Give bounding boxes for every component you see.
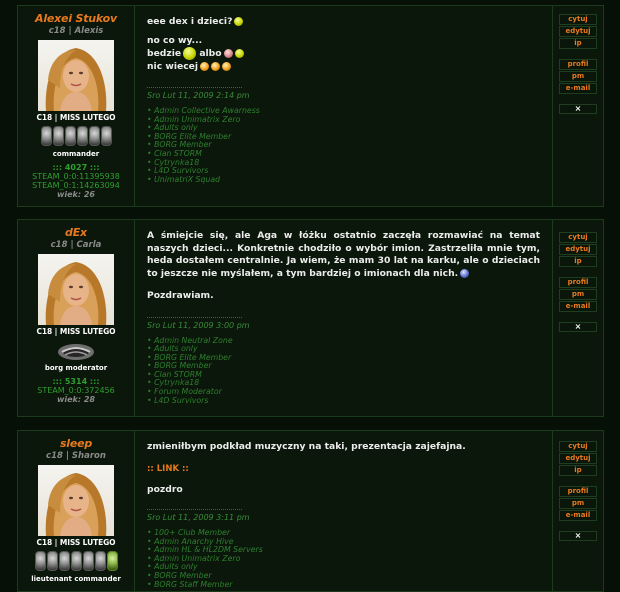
post-body	[135, 220, 552, 416]
smiley-wink-icon	[235, 49, 244, 58]
rank-pip-icon	[35, 551, 46, 571]
avatar	[38, 254, 114, 325]
group-item: • Clan STORM	[147, 371, 540, 380]
user-groups	[147, 529, 540, 589]
email-button[interactable]: e-mail	[559, 301, 597, 312]
steam-id: STEAM_0:1:14263094	[32, 181, 120, 190]
group-item: • Forum Moderator	[147, 388, 540, 397]
avatar-caption: C18 | MISS LUTEGO	[36, 113, 116, 122]
post-author-panel	[18, 220, 135, 416]
edit-button[interactable]: edytuj	[559, 453, 597, 464]
edit-button[interactable]: edytuj	[559, 26, 597, 37]
ip-button[interactable]: ip	[559, 38, 597, 49]
post-date: Sro Lut 11, 2009 3:00 pm	[147, 320, 250, 330]
post-2	[17, 219, 604, 417]
post-actions	[552, 6, 603, 206]
post-body	[135, 431, 552, 591]
group-item: • Admin HL & HL2DM Servers	[147, 546, 540, 555]
user-groups	[147, 107, 540, 184]
avatar-image-icon	[38, 465, 114, 536]
steam-id: STEAM_0:0:11395938	[32, 172, 120, 181]
pm-button[interactable]: pm	[559, 289, 597, 300]
group-item: • BORG Member	[147, 141, 540, 150]
pm-button[interactable]: pm	[559, 71, 597, 82]
post-sign-off: pozdro	[147, 483, 183, 495]
username-link[interactable]: sleep	[59, 437, 93, 450]
quote-button[interactable]: cytuj	[559, 441, 597, 452]
avatar-caption: C18 | MISS LUTEGO	[36, 538, 116, 547]
post-count: ::: 4027 :::	[52, 163, 100, 172]
post-date: Sro Lut 11, 2009 2:14 pm	[147, 91, 250, 100]
rank-pip-icon	[59, 551, 70, 571]
rank-pip-icon	[47, 551, 58, 571]
username-link[interactable]: Alexei Stukov	[35, 12, 117, 25]
rank-icons	[18, 551, 134, 573]
steam-id: STEAM_0:0:372456	[37, 386, 115, 395]
group-item: • L4D Survivors	[147, 167, 540, 176]
delete-icon[interactable]: ×	[559, 104, 597, 114]
group-item: • BORG Member	[147, 572, 540, 581]
signature-divider	[147, 509, 242, 510]
smiley-rolleyes-icon	[460, 269, 469, 278]
user-title: c18 | Alexis	[48, 26, 104, 36]
rank-name: borg moderator	[44, 364, 108, 372]
avatar-caption: C18 | MISS LUTEGO	[36, 327, 116, 336]
post-greeting: Pozdrawiam.	[147, 290, 214, 301]
rank-pip-icon	[101, 126, 112, 146]
group-item: • Admin Unimatrix Zero	[147, 116, 540, 125]
user-title: c18 | Carla	[50, 240, 102, 250]
smiley-kiss-icon	[224, 49, 233, 58]
user-groups	[147, 337, 540, 406]
quote-button[interactable]: cytuj	[559, 14, 597, 25]
profile-button[interactable]: profil	[559, 486, 597, 497]
group-item: • BORG Elite Member	[147, 354, 540, 363]
ip-button[interactable]: ip	[559, 465, 597, 476]
rank-pip-icon	[71, 551, 82, 571]
post-body	[135, 6, 552, 206]
group-item: • Clan STORM	[147, 150, 540, 159]
rank-pip-icon	[83, 551, 94, 571]
group-item: • 100+ Club Member	[147, 529, 540, 538]
email-button[interactable]: e-mail	[559, 83, 597, 94]
group-item: • Adults only	[147, 124, 540, 133]
avatar	[38, 40, 114, 111]
user-age: wiek: 28	[56, 395, 95, 404]
smiley-icon	[234, 17, 243, 26]
ip-button[interactable]: ip	[559, 256, 597, 267]
group-item: • Adults only	[147, 563, 540, 572]
post-date: Sro Lut 11, 2009 3:11 pm	[147, 513, 250, 522]
group-item: • Admin Neutral Zone	[147, 337, 540, 346]
post-author-panel	[18, 6, 135, 206]
group-item: • Cytrynka18	[147, 379, 540, 388]
post-actions	[552, 431, 603, 591]
quote-button[interactable]: cytuj	[559, 232, 597, 243]
group-item: • BORG Elite Member	[147, 133, 540, 142]
rank-pip-icon	[65, 126, 76, 146]
post-text: A śmiejcie się, ale Aga w łóżku ostatnio zaczęła rozmawiać na temat naszych dzieci... Konkretnie chodziło o wybór imion. Zastrzeliła mnie tym, heda dostałem centralnie. Ja wiem, że mam 30 lat na karku, ale o dzieciach to jeszcze nie myślałem, a tym bardziej o imionach dla nich.	[147, 230, 540, 279]
avatar	[38, 465, 114, 536]
thumbs-up-icon	[200, 62, 209, 71]
rank-name: lieutenant commander	[31, 575, 121, 583]
user-title: c18 | Sharon	[46, 451, 106, 461]
group-item: • L4D Survivors	[147, 397, 540, 406]
group-item: • BORG Member	[147, 362, 540, 371]
signature-divider	[147, 87, 242, 88]
delete-icon[interactable]: ×	[559, 322, 597, 332]
edit-button[interactable]: edytuj	[559, 244, 597, 255]
group-item: • Admin Anarchy Hive	[147, 538, 540, 547]
group-item: • UnimatriX Squad	[147, 176, 540, 185]
group-item: • BORG Staff Member	[147, 581, 540, 590]
group-item: • Adults only	[147, 345, 540, 354]
delete-icon[interactable]: ×	[559, 531, 597, 541]
post-text: zmieniłbym podkład muzyczny na taki, prezentacja zajefajna.	[147, 441, 466, 452]
avatar-image-icon	[38, 40, 114, 111]
post-actions	[552, 220, 603, 416]
group-item: • Cytrynka18	[147, 159, 540, 168]
post-author-panel	[18, 431, 135, 591]
link-button[interactable]: :: LINK ::	[147, 463, 189, 474]
rank-icons	[18, 126, 134, 148]
rank-name: commander	[52, 150, 100, 158]
group-item: • Admin Collective Awarness	[147, 107, 540, 116]
thumbs-up-icon	[222, 62, 231, 71]
smiley-blush-icon	[211, 62, 220, 71]
post-3	[17, 430, 604, 592]
signature-divider	[147, 317, 242, 318]
rank-pip-icon	[107, 551, 118, 571]
group-item: • Admin Unimatrix Zero	[147, 555, 540, 564]
rank-pip-icon	[53, 126, 64, 146]
post-1	[17, 5, 604, 207]
rank-pip-icon	[41, 126, 52, 146]
username-link[interactable]: dEx	[65, 226, 87, 239]
post-count: ::: 5314 :::	[52, 377, 100, 386]
smiley-laugh-icon	[183, 47, 196, 60]
pm-button[interactable]: pm	[559, 498, 597, 509]
post-text: eee dex i dzieci? no co wy... bedzie albo nic wiecej	[147, 16, 540, 73]
rank-pip-icon	[95, 551, 106, 571]
avatar-image-icon	[38, 254, 114, 325]
profile-button[interactable]: profil	[559, 59, 597, 70]
profile-button[interactable]: profil	[559, 277, 597, 288]
email-button[interactable]: e-mail	[559, 510, 597, 521]
rank-pip-icon	[89, 126, 100, 146]
rank-pip-icon	[77, 126, 88, 146]
borg-emblem-icon	[56, 342, 96, 362]
user-age: wiek: 26	[56, 190, 95, 199]
